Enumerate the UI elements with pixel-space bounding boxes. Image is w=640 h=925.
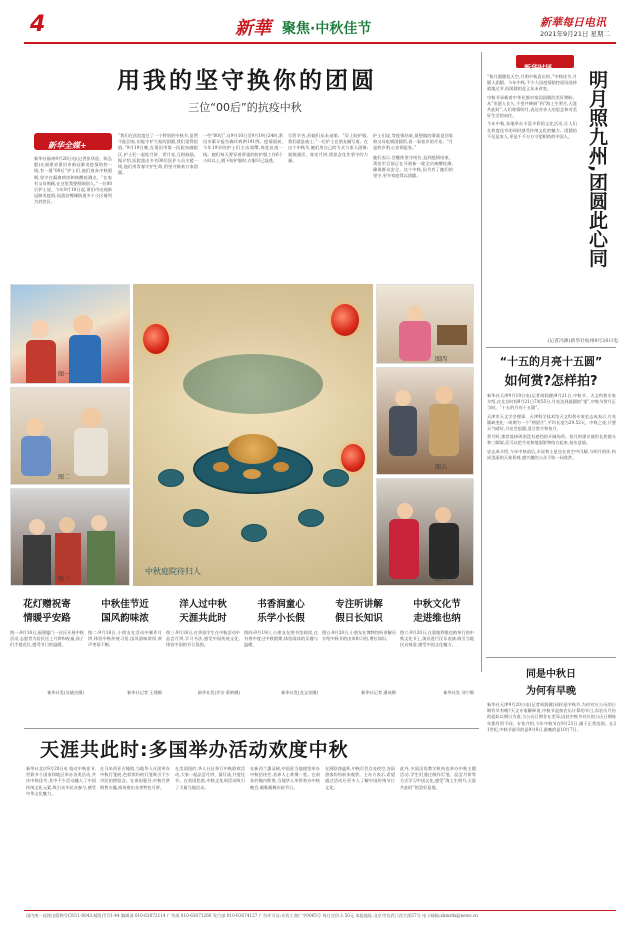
lantern-3	[341, 444, 365, 472]
lantern-1	[143, 324, 169, 354]
caption-row	[10, 598, 476, 720]
moon-para-2: 天津市天文学会理事、天津科学技术馆天文科普专家史志成表示,月亮圆缺变化一周期为一个“朔望月”,平均长度为29.53天。中秋之夜,只要天气晴好,月亮会很圆,适合赏月和拍月。	[487, 413, 616, 432]
caption-1-title: 花灯赠祝寄	[23, 599, 71, 610]
photo-3	[10, 488, 130, 586]
main-subhead: 三位“00后”的抗疫中秋	[188, 101, 302, 114]
caption-1	[10, 598, 84, 697]
caption-2-title: 中秋佳节近	[101, 599, 149, 610]
caption-5-credit: 新华社记者 潘成摄	[361, 690, 396, 695]
caption-2	[88, 598, 162, 697]
weekday: 星期二	[590, 30, 611, 38]
main-col-1	[34, 156, 112, 276]
photo-collage	[8, 282, 476, 592]
date-subhead: 为何有早晚	[526, 686, 576, 697]
main-col-2	[118, 133, 198, 276]
page-header	[0, 0, 640, 48]
footer-rule	[24, 910, 616, 911]
main-para-3: 一些“00后”,自9月10日至9月19日24时,莆田市累计报告确诊病例191例。疫情面前,今年19岁的护士们主动请缨,奔赴抗疫一线。她们每天要穿着厚重的防护服工作6个小时以上,脱下防护服时,衣服早已湿透。	[203, 133, 283, 163]
caption-4-subtitle: 乐学小长假	[257, 613, 305, 624]
caption-1-body: 图一:9月18日,福建厦门一社区开展中秋活动,志愿者为居民送上月饼和祝福,孩子们手提花灯,感受节日的温暖。	[10, 630, 84, 648]
photo-label-5: 图五	[435, 464, 448, 471]
caption-1-credit: 新华社发(吴晓洁摄)	[47, 690, 84, 695]
caption-4	[244, 598, 318, 697]
side-byline: (记者冯源)新华社杭州9月20日电	[547, 339, 618, 344]
date-para: 新华社天津9月20日电(记者周润健)同样是中秋节,为何对应公历的日期有早有晚?天文专家解释说,中秋节是按农历计算的节日,而农历月份的起始以朔日为准,与公历日期存在差异,因此中秋节对应的公历日期每年都有所不同。专家介绍,今年中秋节在9月21日,属于正常范围。在21世纪,中秋节最早的是9月8日,最晚的是10月7日。	[487, 702, 616, 732]
brand-logo: 新華	[235, 18, 271, 39]
main-col-5	[373, 133, 453, 276]
caption-2-credit: 新华社记者 王理摄	[127, 690, 162, 695]
mooncake	[228, 434, 278, 464]
caption-6-subtitle: 走进维也纳	[413, 613, 461, 624]
side-text-1	[487, 74, 577, 332]
paper-name: 新華每日电讯	[540, 16, 606, 29]
date-text	[487, 702, 616, 907]
footer-text: 国内统一连续出版物号CN11-0043 邮发代号1-44 编辑部 010-63072114 广告部 010-63071266 发行部 010-63074127 广告许可证:京西工商广字0065号 每日定价:1.50元 本报地址:北京市宣武门西大街57号 电子邮箱:xhmrdx@news.cn	[26, 913, 478, 918]
caption-3-title: 洋人过中秋	[179, 599, 227, 610]
side-para-1: “秋月圆圆挂天空,月明中秋喜庆时。”中秋佳节,月圆人团圆。今年中秋,不少人因疫情防控原因选择就地过节,但团圆的意义从未改变。	[487, 74, 577, 92]
side-rule-1	[486, 347, 616, 348]
bottom-para-5: 在阿联酋迪拜,中秋灯会点亮夜空,各国游客纷纷前来观赏。主办方表示,希望通过活动让更多人了解中国传统节日文化。	[325, 766, 395, 790]
caption-2-body: 图二:9月18日,小朋友在活动中制作月饼,体验中秋传统习俗,国风韵味浓厚,欢声笑语不断。	[88, 630, 162, 648]
caption-3-subtitle: 天涯共此时	[179, 613, 227, 624]
moon-para-4: 史志成介绍,今年中秋前后,木星和土星也在夜空中闪耀,与明月相伴,构成美丽的天象景观,感兴趣的公众不妨一同欣赏。	[487, 448, 616, 460]
bottom-col-4	[250, 766, 320, 906]
main-para-4: 尽管辛苦,但她们从未退缩。“穿上防护服,我们就是战士。”一位护士在朋友圈写道。在这个中秋节,她们用自己的方式与家人团聚:视频通话、寄送月饼,将思念化作坚守的力量。	[288, 133, 368, 163]
main-col-4	[288, 133, 368, 276]
photo-5	[376, 367, 474, 475]
caption-3-credit: 新华社发(乔宗·莱纳摄)	[197, 690, 240, 695]
photo-label-2: 图二	[58, 474, 71, 481]
caption-4-title: 书香润童心	[257, 599, 305, 610]
bottom-col-6	[400, 766, 476, 906]
bottom-col-1	[26, 766, 96, 906]
caption-1-subtitle: 情暖乎安路	[23, 613, 71, 624]
photo-2	[10, 387, 130, 485]
main-col-3	[203, 133, 283, 276]
caption-4-body: 图四:9月19日,小朋友在图书馆阅读,在书香中度过中秋假期,体验阅读的乐趣与温暖。	[244, 630, 318, 648]
bottom-headline: 天涯共此时:多国举办活动欢度中秋	[40, 739, 349, 761]
photo-label-1: 图一	[58, 371, 71, 378]
main-para-5: 护士们说,等疫情结束,最想做的事就是回家陪父母吃顿团圆饭,看一看家乡的月亮。“月是故乡明,心安即是家。”	[373, 133, 453, 151]
caption-6-credit: 新华社发 刘宁摄	[443, 690, 474, 695]
side-para-3: 今年中秋,各地举办丰富多彩的文化活动,让人们在欢度佳节的同时感受传统文化的魅力。团圆的不仅是家人,更是千千万万守望相助的中国人。	[487, 121, 577, 139]
moon-subhead: 如何赏?怎样拍?	[504, 374, 598, 389]
side-tag-label: 新华时评	[524, 64, 552, 72]
badge-label: 新华全媒+	[48, 141, 87, 150]
date: 2021年9月21日	[540, 30, 589, 38]
stool-2	[323, 469, 349, 487]
stool-5	[241, 524, 267, 542]
caption-6	[400, 598, 474, 697]
caption-3	[166, 598, 240, 697]
bottom-col-3	[175, 766, 245, 906]
page-number: 4	[30, 12, 46, 37]
photo-4	[376, 284, 474, 364]
bottom-col-2	[100, 766, 170, 906]
caption-5-title: 专注听讲解	[335, 599, 383, 610]
bottom-para-4: 在新西兰惠灵顿,中国驻当地使馆举办中秋招待会,各界人士欢聚一堂。在南非约翰内斯堡,当地华人华侨举办中秋晚会,载歌载舞庆祝节日。	[250, 766, 320, 790]
header-rule	[24, 42, 616, 44]
photo-label-6: 图六	[435, 576, 448, 583]
center-illustration	[133, 284, 373, 586]
section-title: 聚焦·中秋佳节	[282, 21, 372, 37]
caption-2-subtitle: 国风韵味浓	[101, 613, 149, 624]
caption-6-title: 中秋文化节	[413, 599, 461, 610]
moon-para-3: 赏月时,推荐选择周围没有遮挡的开阔场所。拍月则建议使用长焦镜头和三脚架,还可以把月亮和地面景物结合起来,拍出意境。	[487, 434, 616, 446]
stool-1	[158, 469, 184, 487]
caption-3-body: 图三:9月18日,在华留学生在中秋活动中品尝月饼,学习书法,感受中国传统文化,体验中国的节日氛围。	[166, 630, 240, 648]
main-para-1: 新华社福州9月20日电(记者张华迎、陈弘毅)在福建省莆田市新冠肺炎疫情防控一线,有一群“00后”护士们,他们放弃中秋假期,坚守在隔离病房和核酸检测点。“在家有父母照顾,在这里我要照顾别人。”一位00后护士说。今年9月10日起,莆田市出现新冠肺炎疫情,仙游县鲤城街道多个小区被列为封控区。	[34, 156, 112, 205]
main-headline: 用我的坚守换你的团圆	[117, 68, 377, 94]
bottom-rule	[24, 728, 479, 729]
side-tag	[516, 55, 574, 72]
photo-label-3: 图三	[58, 576, 71, 583]
illustration-caption: 中秋庭院待归人	[145, 567, 201, 576]
moon-text	[487, 393, 616, 648]
side-rule-2	[486, 657, 616, 658]
caption-4-credit: 新华社发(龙文泉摄)	[281, 690, 318, 695]
stool-4	[298, 509, 324, 527]
side-headline: 明月照九州,团圆此心同	[586, 70, 608, 268]
caption-5-subtitle: 假日长知识	[335, 613, 383, 624]
photo-6	[376, 478, 474, 586]
media-badge	[34, 133, 112, 150]
side-para-2: 中秋节承载着中华民族对家国团圆的美好期盼。从“但愿人长久,千里共婵娟”到“海上生明月,天涯共此时”,人们寄情明月,表达对亲人的思念和对美好生活的向往。	[487, 94, 577, 119]
caption-5	[322, 598, 396, 697]
date-headline: 同是中秋日	[526, 669, 576, 680]
main-para-2: “我们在医院度过了一个特别的中秋节,虽然不能回家,但能守护大家的团圆,我们觉得很值。”9月19日晚,在莆田市第一医院东圃院区,护士们一起吃月饼、赏月亮,互相鼓励。据介绍,医院派出多名00后医护人员支援一线,他们用青春守护生命,用坚守换来万家团圆。	[118, 133, 198, 176]
main-para-6: 她们表示,会继续坚守岗位,直到疫情结束。莆田市目前正在开展新一轮全员核酸检测,确保群众安全。这个中秋,因为有了她们的坚守,更多家庭得以团圆。	[373, 154, 453, 179]
lantern-2	[331, 304, 359, 336]
stool-3	[183, 509, 209, 527]
column-divider	[481, 52, 482, 672]
moon-headline: “十五的月亮十五圆”	[499, 355, 603, 368]
bottom-para-2: 在马来西亚吉隆坡,当地华人社团举办中秋灯笼展,色彩缤纷的灯笼吸引不少市民拍照留念。在泰国曼谷,中秋月饼销售火爆,商场推出各类特色月饼。	[100, 766, 170, 790]
bottom-para-3: 在美国纽约,华人社区举行中秋联欢活动,大家一起品尝月饼、猜灯谜,共度佳节。在英国伦敦,中秋文化周活动吸引了大量当地民众。	[175, 766, 245, 790]
photo-label-4: 图四	[435, 356, 448, 363]
caption-6-body: 图六:9月20日,在奥地利维也纳举行的中秋文化节上,演员进行民乐表演,吸引当地民众观看,感受中国文化魅力。	[400, 630, 474, 648]
bottom-col-5	[325, 766, 395, 906]
bottom-para-1: 新华社北京9月20日电 临近中秋佳节,世界多个国家和地区举办各类活动,共庆中秋佳节,其中不少活动融入了中国传统文化元素,吸引众多民众参与,感受中华文化魅力。	[26, 766, 96, 796]
caption-5-body: 图五:9月20日,小朋友在博物馆听讲解员介绍中秋节的由来和习俗,增长知识。	[322, 630, 396, 642]
bottom-para-6: 此外,多国汉语教学机构也举办中秋主题活动,学生们通过制作灯笼、品尝月饼等方式学习中国文化,感受“海上生明月,天涯共此时”的美好意境。	[400, 766, 476, 790]
moon-para-1: 新华社天津9月19日电(记者周润健)9月21日,中秋节。天文科普专家介绍,在北京时间9月21日7时55分,月亮达到最圆的“望”,中秋节赏月正当时。“十五的月亮十五圆”。	[487, 393, 616, 411]
